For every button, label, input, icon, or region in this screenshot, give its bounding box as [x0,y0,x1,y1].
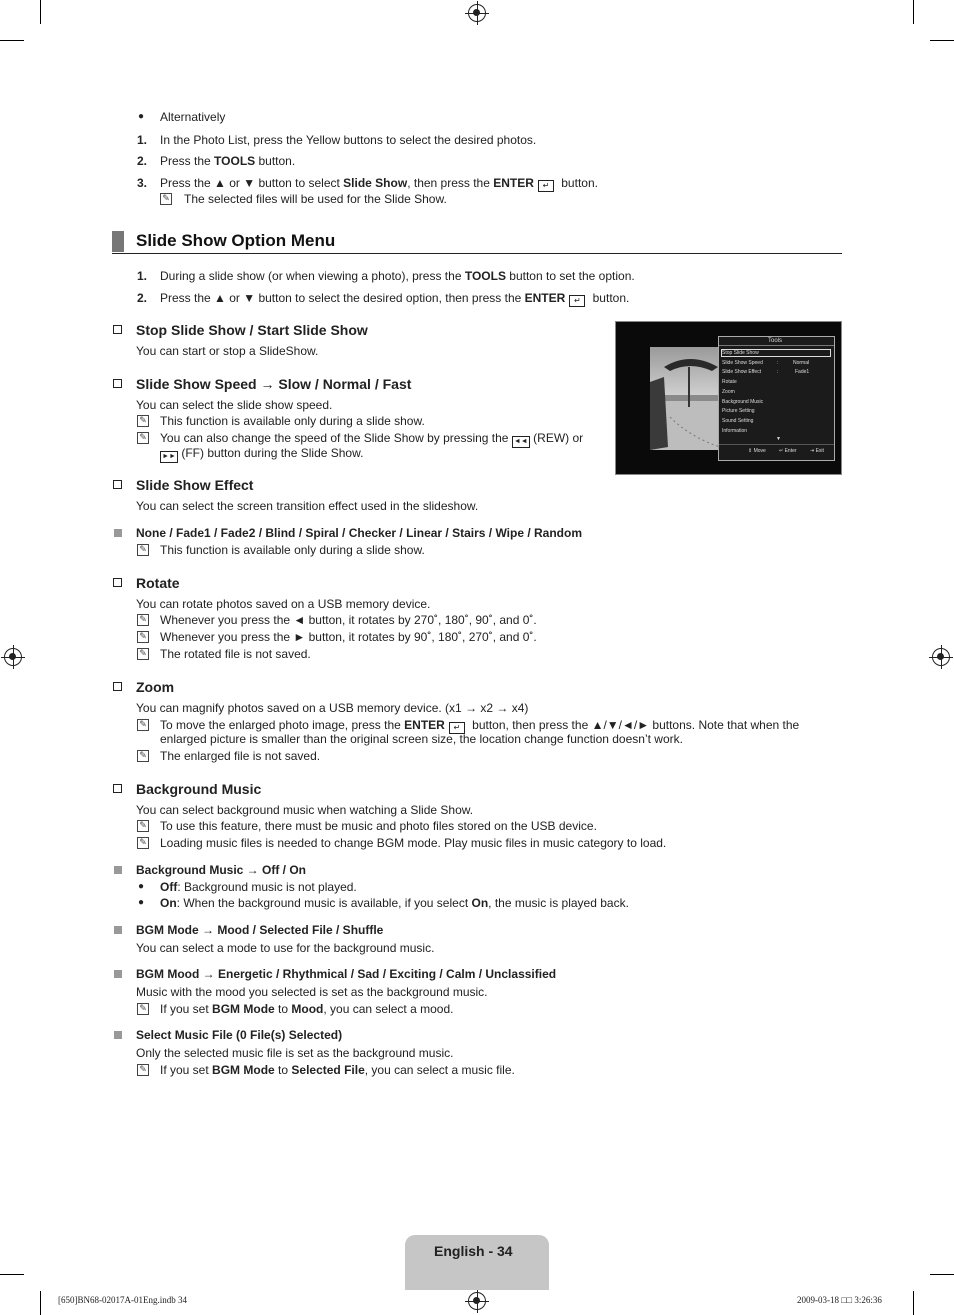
note-text: You can also change the speed of the Slide Show by pressing the ◄◄ (REW) or [160,431,583,448]
step-number: 2. [137,291,148,305]
tools-menu-item-value: Normal [793,359,810,366]
enter-icon: ↵ [449,722,465,734]
checkbox-bullet-icon [113,325,122,334]
step-text: Press the ▲ or ▼ button to select Slide Show, then press the ENTER ↵ button. [160,176,598,190]
desc-text: You can start or stop a SlideShow. [136,344,319,358]
tools-footer-exit: ⇥ Exit [810,448,824,454]
bullet-icon: ● [138,881,145,892]
tools-menu-item-label: Zoom [722,388,735,395]
desc-text: Only the selected music file is set as the background music. [136,1046,454,1060]
registration-mark-right [932,648,950,666]
tools-menu-item-separator: : [777,369,779,376]
sub-option-title: BGM Mode → Mood / Selected File / Shuffle [136,923,384,937]
enter-icon: ↵ [779,448,784,454]
note-text: To move the enlarged photo image, press the ENTER ↵ button, then press the ▲/▼/◄/► buttons. Note that when the [160,718,800,732]
exit-icon: ⇥ [810,448,815,454]
note-text: This function is available only during a slide show. [160,414,425,428]
subsection-title: Stop Slide Show / Start Slide Show [136,322,368,338]
checkbox-bullet-icon [113,578,122,587]
tools-menu-item[interactable] [722,418,753,424]
desc-text: You can select the slide show speed. [136,398,333,412]
square-bullet-icon [114,866,122,874]
checkbox-bullet-icon [113,682,122,691]
tools-menu-item[interactable] [722,428,747,434]
tools-menu-item-separator: : [777,359,779,366]
sub-option-title: BGM Mood → Energetic / Rhythmical / Sad / Exciting / Calm / Unclassified [136,967,557,981]
section-title-rule [112,253,842,254]
note-text: Whenever you press the ► button, it rotates by 90˚, 180˚, 270˚, and 0˚. [160,630,537,644]
tools-menu-item-value: Fade1 [795,369,810,376]
square-bullet-icon [114,529,122,537]
scroll-down-icon: ▼ [776,436,781,442]
tools-footer-enter: ↵ Enter [779,448,797,454]
note-icon: ✎ [137,837,149,849]
step-text: Press the TOOLS button. [160,154,296,168]
tools-title-rule [719,345,834,346]
square-bullet-icon [114,970,122,978]
bullet-icon: ● [138,897,145,908]
enter-icon: ↵ [569,295,585,307]
desc-text: You can select a mode to use for the background music. [136,941,435,955]
section-title-bar [112,231,124,252]
sub-option-title: Select Music File (0 File(s) Selected) [136,1028,343,1042]
registration-mark-top [468,4,486,22]
print-file-info: [650]BN68-02017A-01Eng.indb 34 [58,1295,187,1305]
step-number: 3. [137,176,148,190]
square-bullet-icon [114,926,122,934]
tools-menu-item[interactable] [722,379,737,385]
note-text-continued: enlarged picture is smaller than the original screen size, the location change function doesn’t work. [160,732,683,746]
note-icon: ✎ [137,820,149,832]
step-text: In the Photo List, press the Yellow buttons to select the desired photos. [160,133,537,147]
note-icon: ✎ [137,1064,149,1076]
desc-text: You can magnify photos saved on a USB memory device. (x1 → x2 → x4) [136,701,529,715]
move-icon: ⇕ [748,448,753,454]
tools-footer-move: ⇕ Move [748,448,766,454]
note-icon: ✎ [137,544,149,556]
desc-text: You can select background music when watching a Slide Show. [136,803,474,817]
checkbox-bullet-icon [113,480,122,489]
tools-menu-item-label: Rotate [722,379,737,386]
note-text: If you set BGM Mode to Mood, you can select a mood. [160,1002,454,1016]
ff-icon: ►► [160,451,178,463]
options-text: None / Fade1 / Fade2 / Blind / Spiral / Checker / Linear / Stairs / Wipe / Random [136,526,583,540]
note-text: The enlarged file is not saved. [160,749,321,763]
note-icon: ✎ [137,415,149,427]
note-icon: ✎ [160,193,172,205]
sub-option-title: Background Music → Off / On [136,863,307,877]
note-icon: ✎ [137,1003,149,1015]
note-icon: ✎ [137,648,149,660]
subsection-title: Background Music [136,781,262,797]
subsection-title: Slide Show Effect [136,477,254,493]
note-text: To use this feature, there must be music and photo files stored on the USB device. [160,819,597,833]
tools-menu-item-label: Slide Show Speed [722,359,763,366]
print-date-info: 2009-03-18 □□ 3:26:36 [797,1295,882,1305]
step-text: Press the ▲ or ▼ button to select the desired option, then press the ENTER ↵ button. [160,291,630,305]
tools-menu-item[interactable] [722,399,763,405]
page-number: English - 34 [434,1243,513,1259]
tools-menu-item[interactable] [722,350,759,356]
subsection-title: Slide Show Speed → Slow / Normal / Fast [136,376,412,392]
note-icon: ✎ [137,750,149,762]
tools-menu-item-label: Slide Show Effect [722,369,762,376]
step-text: During a slide show (or when viewing a photo), press the TOOLS button to set the option. [160,269,635,283]
step-number: 2. [137,154,148,168]
step-number: 1. [137,269,148,283]
note-text: Loading music files is needed to change BGM mode. Play music files in music category to load. [160,836,667,850]
tools-title: Tools [768,338,783,344]
tools-menu-item-label: Sound Setting [722,417,754,424]
note-icon: ✎ [137,614,149,626]
checkbox-bullet-icon [113,379,122,388]
note-text: This function is available only during a slide show. [160,543,425,557]
tools-menu-item-label: Background Music [722,398,764,405]
subsection-title: Zoom [136,679,175,695]
rew-icon: ◄◄ [512,436,530,448]
note-text: The rotated file is not saved. [160,647,311,661]
tools-menu-item[interactable] [722,408,755,414]
beach-photo [650,347,724,450]
checkbox-bullet-icon [113,784,122,793]
alternatively-text: Alternatively [160,110,226,124]
note-text: Whenever you press the ◄ button, it rotates by 270˚, 180˚, 90˚, and 0˚. [160,613,537,627]
registration-mark-left [4,648,22,666]
note-icon: ✎ [137,631,149,643]
enter-icon: ↵ [538,180,554,192]
step-number: 1. [137,133,148,147]
on-text: On: When the background music is available, if you select On, the music is played back. [160,896,629,910]
desc-text: You can select the screen transition effect used in the slideshow. [136,499,479,513]
note-text: The selected files will be used for the Slide Show. [184,192,447,206]
tools-menu-item[interactable] [722,389,735,395]
desc-text: You can rotate photos saved on a USB memory device. [136,597,431,611]
note-icon: ✎ [137,432,149,444]
bullet-icon: ● [138,111,145,122]
section-title: Slide Show Option Menu [136,231,336,250]
tools-menu-item-label: Picture Setting [722,408,755,415]
tools-menu-item-label: Stop Slide Show [722,350,759,356]
tools-menu-item[interactable] [722,369,761,375]
desc-text: Music with the mood you selected is set as the background music. [136,985,488,999]
note-text: If you set BGM Mode to Selected File, you can select a music file. [160,1063,515,1077]
off-text: Off: Background music is not played. [160,880,357,894]
note-icon: ✎ [137,719,149,731]
tools-menu-item-label: Information [722,427,748,434]
note-text: ►► (FF) button during the Slide Show. [160,446,363,463]
registration-mark-bottom [468,1292,486,1310]
square-bullet-icon [114,1031,122,1039]
subsection-title: Rotate [136,575,180,591]
tools-footer-rule [719,444,834,445]
tools-menu-item[interactable] [722,360,763,366]
